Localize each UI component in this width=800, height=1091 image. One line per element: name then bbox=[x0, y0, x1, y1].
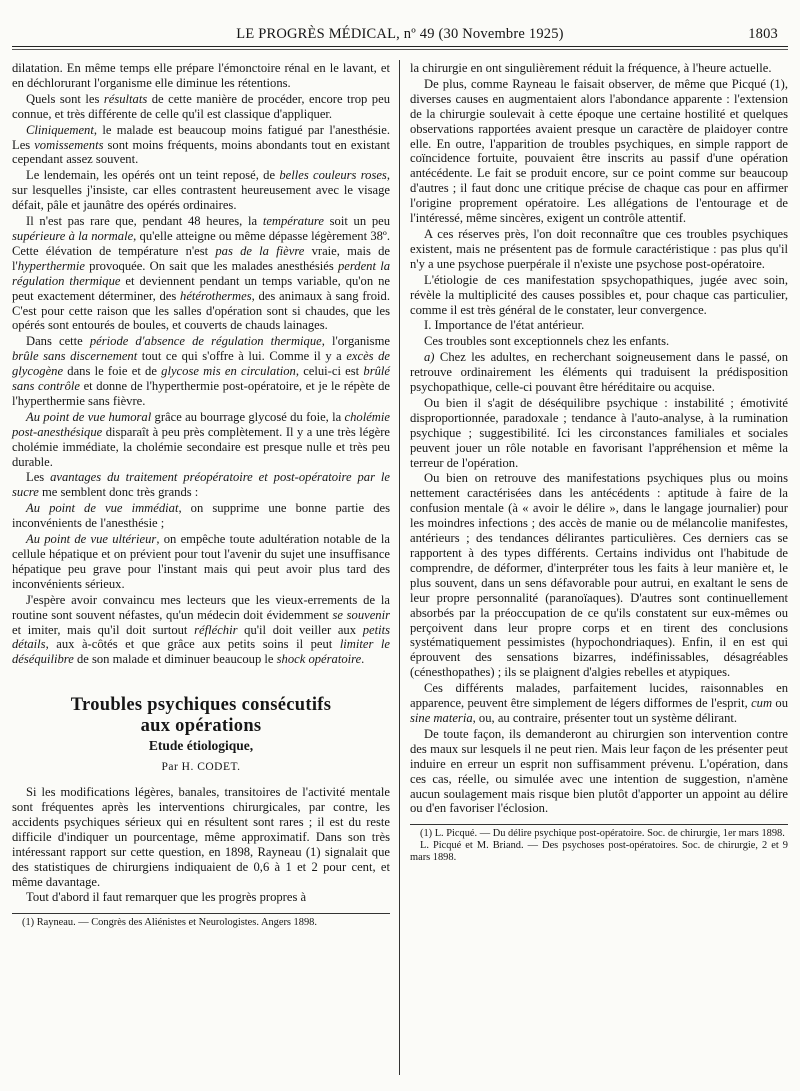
paragraph: Cliniquement, le malade est beaucoup moins fatigué par l'anesthésie. Les vomissements sont moins fréquents, moins abondants tout en existant cependant assez souvent. bbox=[12, 122, 390, 167]
left-column bbox=[12, 61, 390, 929]
header-rule bbox=[12, 46, 788, 47]
paragraph: Ces troubles sont exceptionnels chez les enfants. bbox=[424, 334, 670, 349]
paragraph: Ces différents malades, parfaitement lucides, raisonnables en apparence, peuvent être simplement de légers difformes de l'esprit, cum ou sine materia, ou, au contraire, présenter tout un système délirant. bbox=[410, 681, 788, 725]
paragraph: Dans cette période d'absence de régulation thermique, l'organisme brûle sans discernement tout ce qui s'offre à lui. Comme il y a excès de glycogène dans le foie et de glycose mis en circulation, celui-ci est brûlé sans contrôle et donne de l'hyperthermie post-opératoire, et je le répète de l'hyperthermie sans fièvre. bbox=[12, 334, 391, 408]
right-column bbox=[410, 61, 788, 864]
paragraph: A ces réserves près, l'on doit reconnaître que ces troubles psychiques existent, mais ne présentent pas de formule caractéristique : pas plus qu'il n'y a une psychose puerpérale il n'existe une psychose post-opératoire. bbox=[410, 226, 788, 271]
paragraph: Au point de vue ultérieur, on empêche toute adultération notable de la cellule hépatique et on prévient pour tout l'avenir du sujet une insuffisance hépatique peu grave pour l'instant mais qui peut avoir plus tard des inconvénients sérieux. bbox=[12, 532, 390, 591]
footnote: L. Picqué et M. Briand. — Des psychoses post-opératoires. Soc. de chirurgie, 2 et 9 mars 1898. bbox=[410, 840, 788, 864]
article-subtitle: Etude étiologique, bbox=[148, 738, 254, 754]
paragraph: Si les modifications légères, banales, transitoires de l'activité mentale sont fréquentes après les interventions chirurgicales, par contre, les accidents psychiques sérieux qui en résultent sont rares ; il est du reste difficile d'indiquer un pourcentage, même approximatif. Dans son très intéressant rapport sur cette question, en 1898, Rayneau (1) signalait que des statistiques de chirurgiens indiquaient de 0,6 à 1 et 2 pour cent, et même davantage. bbox=[12, 785, 390, 889]
column-separator bbox=[399, 60, 400, 1075]
paragraph: De toute façon, ils demanderont au chirurgien son intervention contre des maux sur lesquels il ne peut rien. Mais leur façon de les présenter peut induire en erreur un esprit non suffisamment prévenu. L'opération, dans ces cas, réelle, ou simulée avec une intention de suggestion, n'amène aucun soulagement mais risque bien plutôt d'apporter un appoint au délire ou d'en favoriser l'éclosion. bbox=[410, 726, 788, 816]
footnote: (1) L. Picqué. — Du délire psychique post-opératoire. Soc. de chirurgie, 1er mars 1898. bbox=[420, 828, 785, 840]
running-header bbox=[12, 26, 788, 48]
paragraph: a) Chez les adultes, en recherchant soigneusement dans le passé, on retrouve ordinairement les éléments qui traduisent la prédisposition psychopathique, celle-ci pouvant être héréditaire ou acquise. bbox=[410, 350, 788, 395]
paragraph: la chirurgie en ont singulièrement réduit la fréquence, à l'heure actuelle. bbox=[410, 61, 772, 75]
paragraph: Ou bien on retrouve des manifestations psychiques plus ou moins nettement caractérisées dans les antécédents : aptitude à faire de la confusion mentale (à « avoir le délire », dans le langage journalier) pour les moindres infections ; des accès de manie ou de mélancolie manifestes, antérieurs ; des tendances délirantes particulières. Ces derniers cas se rapportent à des types différents. Certains individus ont l'habitude de comprendre, de déformer, d'interpréter tous les faits à leur manière et, le plus souvent, dans un sens défavorable pour autrui, en exaltant le sens de leur propre personnalité (paranoïaques). D'autres sont continuellement absorbés par la préoccupation de ce qu'ils constatent sur eux-mêmes ou perçoivent dans leur propre corps et en tirent des conclusions systématiquement pessimistes (hypochondriaques). Enfin, il en est qui éprouvent des sensations bizarres, indéfinissables, désagréables (cénesthopathes) ; ils se plaignent d'algies rebelles et atypiques. bbox=[410, 471, 788, 680]
section-heading: I. Importance de l'état antérieur. bbox=[424, 318, 585, 333]
paragraph: Quels sont les résultats de cette manière de procéder, encore trop peu connue, et très différente de celle qu'il est classique d'appliquer. bbox=[12, 91, 390, 121]
page-number: 1803 bbox=[748, 26, 778, 42]
article-byline: Par H. CODET. bbox=[161, 761, 241, 774]
paragraph: Au point de vue immédiat, on supprime une bonne partie des inconvénients de l'anesthésie ; bbox=[12, 501, 390, 531]
footnote: (1) Rayneau. — Congrès des Aliénistes et Neurologistes. Angers 1898. bbox=[22, 917, 317, 929]
paragraph: Tout d'abord il faut remarquer que les progrès propres à bbox=[26, 890, 307, 905]
paragraph: Au point de vue humoral grâce au bourrage glycosé du foie, la cholémie post-anesthésique disparaît à peu près complètement. Il y a une très légère cholémie immédiate, la cholémie secondaire est presque nulle et très peu durable. bbox=[12, 409, 390, 469]
paragraph: De plus, comme Rayneau le faisait observer, de même que Picqué (1), diverses causes en augmentaient alors l'abondance apparente : l'extension de la chirurgie soulevait à cette époque une certaine hostilité et quelques observations rapportées avaient presque un caractère de plaidoyer contre elle. En outre, l'apparition de troubles psychiques, en simple rapport de coïncidence fortuite, pouvaient être inscrits au passif d'une opération antécédente. Le fait se produit encore, sur ce point comme sur beaucoup d'autres ; il faut donc une critique précise de chaque cas pour en affirmer l'origine proprement opératoire. Les allégations de l'entourage et de l'intéressé, même sincères, exigent un contrôle attentif. bbox=[410, 76, 788, 226]
footnote-rule bbox=[12, 913, 390, 914]
paragraph: Il n'est pas rare que, pendant 48 heures, la température soit un peu supérieure à la normale, qu'elle atteigne ou même dépasse légèrement 38º. Cette élévation de température n'est pas de la fièvre vraie, mais de l'hyperthermie provoquée. On sait que les malades anesthésiés perdent la régulation thermique et deviennent pendant un temps variable, qu'on ne peut exactement déterminer, des hétérothermes, des animaux à sang froid. C'est pour cette raison que les salles d'opération sont si chaudes, que les opérés sont entourés de boules, et couverts de chauds lainages. bbox=[12, 214, 391, 333]
footnote-rule bbox=[410, 824, 788, 825]
paragraph: Ou bien il s'agit de déséquilibre psychique : instabilité ; émotivité disproportionnée, paradoxale ; tendance à l'auto-analyse, à la rumination psychique ; suggestibilité. Ici les circonstances familiales et sociales peuvent jouer un rôle notable en favorisant l'appréhension et même la terreur de l'opération. bbox=[410, 395, 788, 470]
header-rule-thin bbox=[12, 49, 788, 50]
article-title: Troubles psychiques consécutifs aux opérations bbox=[70, 695, 332, 737]
paragraph: Le lendemain, les opérés ont un teint reposé, de belles couleurs roses, sur lesquelles j'insiste, car elles contrastent heureusement avec le visage défait, pâle et jaunâtre des opérés ordinaires. bbox=[12, 168, 390, 213]
paragraph: dilatation. En même temps elle prépare l'émonctoire rénal en le lavant, et en déchlorurant l'organisme elle diminue les rétentions. bbox=[12, 61, 390, 90]
paragraph: Les avantages du traitement préopératoire et post-opératoire par le sucre me semblent donc très grands : bbox=[12, 470, 390, 500]
header-title: LE PROGRÈS MÉDICAL, nº 49 (30 Novembre 1925) bbox=[236, 26, 564, 42]
paragraph: L'étiologie de ces manifestation spsychopathiques, jugée avec soin, révèle la multiplicité des causes possibles et, pour chaque cas particulier, comme il est très général de le constater, leur convergence. bbox=[410, 272, 788, 317]
paragraph: J'espère avoir convaincu mes lecteurs que les vieux-errements de la routine sont souvent néfastes, qu'un médecin doit évidemment se souvenir et imiter, mais qu'il doit surtout réfléchir qu'il doit veiller aux petits détails, aux à-côtés et que grâce aux petits soins il peut limiter le déséquilibre de son malade et diminuer beaucoup le shock opératoire. bbox=[12, 592, 391, 667]
